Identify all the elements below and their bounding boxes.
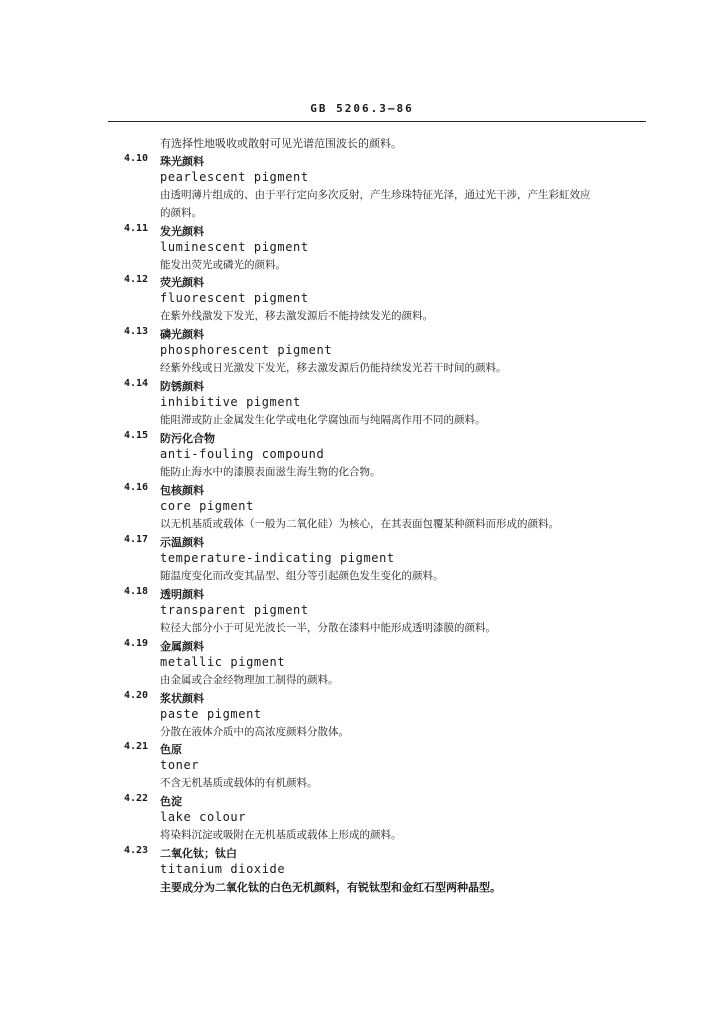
term-definition: 经紫外线或日光激发下发光，移去激发源后仍能持续发光若干时间的颜料。 — [160, 362, 507, 375]
term-definition: 不含无机基质或载体的有机颜料。 — [160, 777, 318, 790]
term-entry — [0, 223, 724, 275]
term-entry — [0, 638, 724, 690]
term-chinese: 磷光颜料 — [160, 328, 204, 342]
term-number: 4.22 — [124, 793, 149, 805]
term-entry — [0, 845, 724, 897]
term-number: 4.17 — [124, 533, 149, 545]
term-definition: 分散在液体介质中的高浓度颜料分散体。 — [160, 725, 349, 738]
term-number: 4.20 — [124, 689, 149, 701]
term-definition: 在紫外线激发下发光，移去激发源后不能持续发光的颜料。 — [160, 310, 433, 323]
term-chinese: 包核颜料 — [160, 483, 204, 497]
term-entry — [0, 274, 724, 326]
term-definition: 能防止海水中的漆膜表面滋生海生物的化合物。 — [160, 466, 381, 479]
term-number: 4.14 — [124, 378, 149, 390]
term-chinese: 二氧化钛；钛白 — [160, 847, 237, 861]
term-english: titanium dioxide — [160, 862, 286, 877]
term-number: 4.21 — [124, 741, 149, 753]
continued-definition: 有选择性地吸收或散射可见光谱范围波长的颜料。 — [160, 137, 402, 150]
term-definition: 将染料沉淀或吸附在无机基质或载体上形成的颜料。 — [160, 829, 402, 842]
term-chinese: 浆状颜料 — [160, 691, 204, 705]
term-definition: 能发出荧光或磷光的颜料。 — [160, 258, 286, 271]
term-definition-continued: 的颜料。 — [160, 207, 202, 219]
term-definition: 由金属或合金经物理加工制得的颜料。 — [160, 673, 339, 686]
term-chinese: 珠光颜料 — [160, 155, 204, 168]
term-definition: 随温度变化而改变其晶型、组分等引起颜色发生变化的颜料。 — [160, 569, 444, 582]
term-chinese: 色原 — [160, 743, 182, 757]
term-definition: 主要成分为二氧化钛的白色无机颜料，有锐钛型和金红石型两种晶型。 — [160, 881, 501, 895]
term-english: inhibitive pigment — [160, 395, 301, 410]
term-english: metallic pigment — [160, 654, 286, 669]
term-chinese: 色淀 — [160, 795, 182, 809]
term-entry — [0, 153, 724, 223]
term-chinese: 发光颜料 — [160, 224, 204, 238]
term-entry — [0, 430, 724, 482]
term-number: 4.23 — [124, 845, 149, 857]
term-entry — [0, 482, 724, 534]
term-entry — [0, 793, 724, 845]
term-entry — [0, 326, 724, 378]
term-chinese: 示温颜料 — [160, 535, 204, 549]
term-entry — [0, 690, 724, 742]
term-chinese: 透明颜料 — [160, 587, 204, 601]
term-english: core pigment — [160, 498, 254, 513]
term-chinese: 荧光颜料 — [160, 276, 204, 290]
term-entry — [0, 586, 724, 638]
term-list — [0, 153, 724, 897]
header-rule — [108, 121, 646, 122]
term-definition: 粒径大部分小于可见光波长一半，分散在漆料中能形成透明漆膜的颜料。 — [160, 621, 496, 634]
term-number: 4.16 — [124, 481, 149, 493]
term-number: 4.12 — [124, 274, 149, 286]
term-entry — [0, 378, 724, 430]
term-english: luminescent pigment — [160, 239, 309, 254]
term-number: 4.15 — [124, 430, 149, 442]
term-definition: 以无机基质或载体（一般为二氧化硅）为核心，在其表面包覆某种颜料而形成的颜料。 — [160, 517, 559, 530]
term-definition: 能阻滞或防止金属发生化学或电化学腐蚀而与纯隔离作用不同的颜料。 — [160, 414, 486, 427]
term-chinese: 金属颜料 — [160, 639, 204, 653]
term-english: temperature-indicating pigment — [160, 550, 395, 565]
term-number: 4.10 — [124, 153, 149, 164]
term-english: transparent pigment — [160, 602, 309, 617]
term-english: lake colour — [160, 810, 247, 825]
term-english: pearlescent pigment — [160, 170, 309, 184]
term-entry — [0, 534, 724, 586]
term-chinese: 防污化合物 — [160, 432, 215, 446]
term-english: fluorescent pigment — [160, 291, 309, 306]
term-number: 4.19 — [124, 637, 149, 649]
standard-code-header: GB 5206.3—86 — [310, 102, 414, 115]
term-english: paste pigment — [160, 706, 262, 721]
term-chinese: 防锈颜料 — [160, 380, 204, 394]
term-english: phosphorescent pigment — [160, 343, 333, 358]
term-english: anti-fouling compound — [160, 447, 325, 462]
term-number: 4.18 — [124, 585, 149, 597]
term-number: 4.13 — [124, 326, 149, 338]
term-definition: 由透明薄片组成的、由于平行定向多次反射，产生珍珠特征光泽，通过光干涉，产生彩虹效应 — [160, 189, 591, 201]
term-number: 4.11 — [124, 222, 149, 234]
term-english: toner — [160, 758, 200, 773]
term-entry — [0, 741, 724, 793]
